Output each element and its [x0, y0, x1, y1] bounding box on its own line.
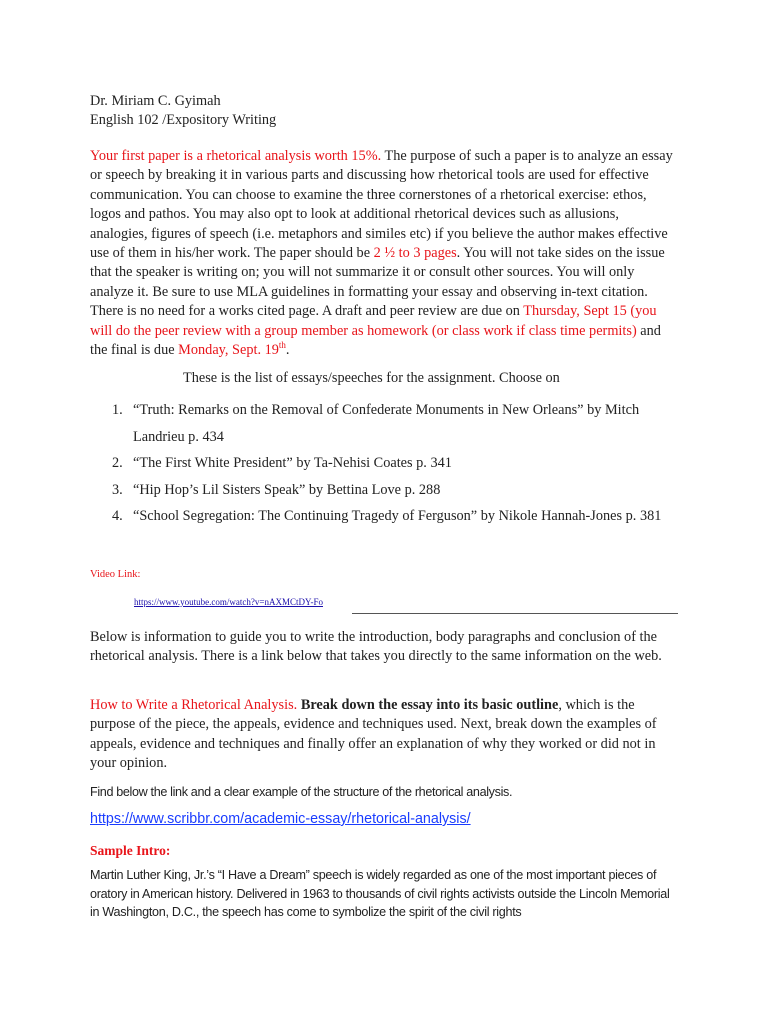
- how-to-paragraph: [90, 696, 680, 774]
- essay-item: [90, 397, 680, 450]
- final-due-date: [178, 342, 286, 358]
- assignment-paragraph: [90, 147, 680, 360]
- find-link-line: Find below the link and a clear example of the structure of the rhetorical analysis.: [90, 785, 513, 799]
- assignment-lead: Your first paper is a rhetorical analysis worth 15%.: [90, 148, 382, 164]
- document-header: [90, 92, 680, 131]
- assignment-text-1: The purpose of such a paper is to analyze an essay or speech by breaking it in various parts and discussing how rhetorical tools are used for effective communication. You can choose to examine the three cornerstones of a rhetorical exercise: ethos, logos and pathos. You may also opt to look at additional rhetorical devices such as allusions, analogies, figures of speech (i.e. metaphors and similes etc) if you believe the author makes effective use of them in his/her work. The paper should be: [90, 148, 673, 262]
- essay-item: [90, 503, 680, 530]
- video-link[interactable]: https://www.youtube.com/watch?v=nAXMCtDY-Fo: [134, 597, 323, 607]
- essay-item-text: “School Segregation: The Continuing Tragedy of Ferguson” by Nikole Hannah-Jones p. 381: [133, 508, 662, 525]
- video-link-label: Video Link:: [90, 569, 141, 580]
- essay-list: [90, 397, 680, 530]
- course-name: English 102 /Expository Writing: [90, 112, 277, 129]
- paper-length: 2 ½ to 3 pages: [373, 245, 457, 262]
- essay-item-number: 4.: [112, 508, 123, 525]
- essay-item-text: “Truth: Remarks on the Removal of Confederate Monuments in New Orleans” by Mitch Landrieu p. 434: [133, 402, 640, 445]
- how-to-text: , which is the purpose of the piece, the appeals, evidence and techniques used. Next, break down the examples of appeals, evidence and techniques and finally offer an explanation of why they worked or did not in your opinion.: [90, 697, 657, 772]
- final-due-date-text: Monday, Sept. 19: [178, 342, 279, 359]
- essay-item-text: “The First White President” by Ta-Nehisi Coates p. 341: [133, 455, 452, 472]
- essay-list-intro: These is the list of essays/speeches for the assignment. Choose on: [183, 370, 560, 386]
- guide-paragraph: Below is information to guide you to write the introduction, body paragraphs and conclusion of the rhetorical analysis. There is a link below that takes you directly to the same information on the web.: [90, 629, 662, 665]
- scribbr-link[interactable]: https://www.scribbr.com/academic-essay/rhetorical-analysis/: [90, 811, 471, 827]
- essay-item-number: 1.: [112, 402, 123, 418]
- draft-due-date: Thursday, Sept 15 (you will do the peer review with a group member as homework (or class work if class time permits): [90, 303, 657, 339]
- essay-item-number: 3.: [112, 481, 123, 498]
- sample-intro-heading: Sample Intro:: [90, 843, 171, 858]
- instructor-name: Dr. Miriam C. Gyimah: [90, 93, 221, 109]
- how-to-bold: Break down the essay into its basic outline: [300, 697, 559, 713]
- sample-intro-text: Martin Luther King, Jr.’s “I Have a Dream” speech is widely regarded as one of the most important pieces of oratory in American history. Delivered in 1963 to thousands of civil rights activists outside the Lincoln Memorial in Washington, D.C., the speech has come to symbolize the spirit of the civil rights: [90, 868, 670, 920]
- assignment-text-4: .: [285, 342, 290, 359]
- essay-item-text: “Hip Hop’s Lil Sisters Speak” by Bettina Love p. 288: [133, 481, 441, 498]
- essay-item-number: 2.: [112, 455, 123, 472]
- assignment-text-2: . You will not take sides on the issue that the speaker is writing on; you will not summarize it or consult other sources. You will only analyze it. Be sure to use MLA guidelines in formatting your essay and observing in-text citation. There is no need for a works cited page. A draft and peer review are due on: [90, 245, 665, 320]
- final-due-date-suffix: th: [278, 340, 286, 351]
- essay-item: [90, 450, 680, 477]
- how-to-title: How to Write a Rhetorical Analysis.: [90, 697, 298, 713]
- divider-line: [352, 613, 678, 614]
- essay-item: [90, 477, 680, 504]
- assignment-text-3: and the final is due: [90, 322, 661, 359]
